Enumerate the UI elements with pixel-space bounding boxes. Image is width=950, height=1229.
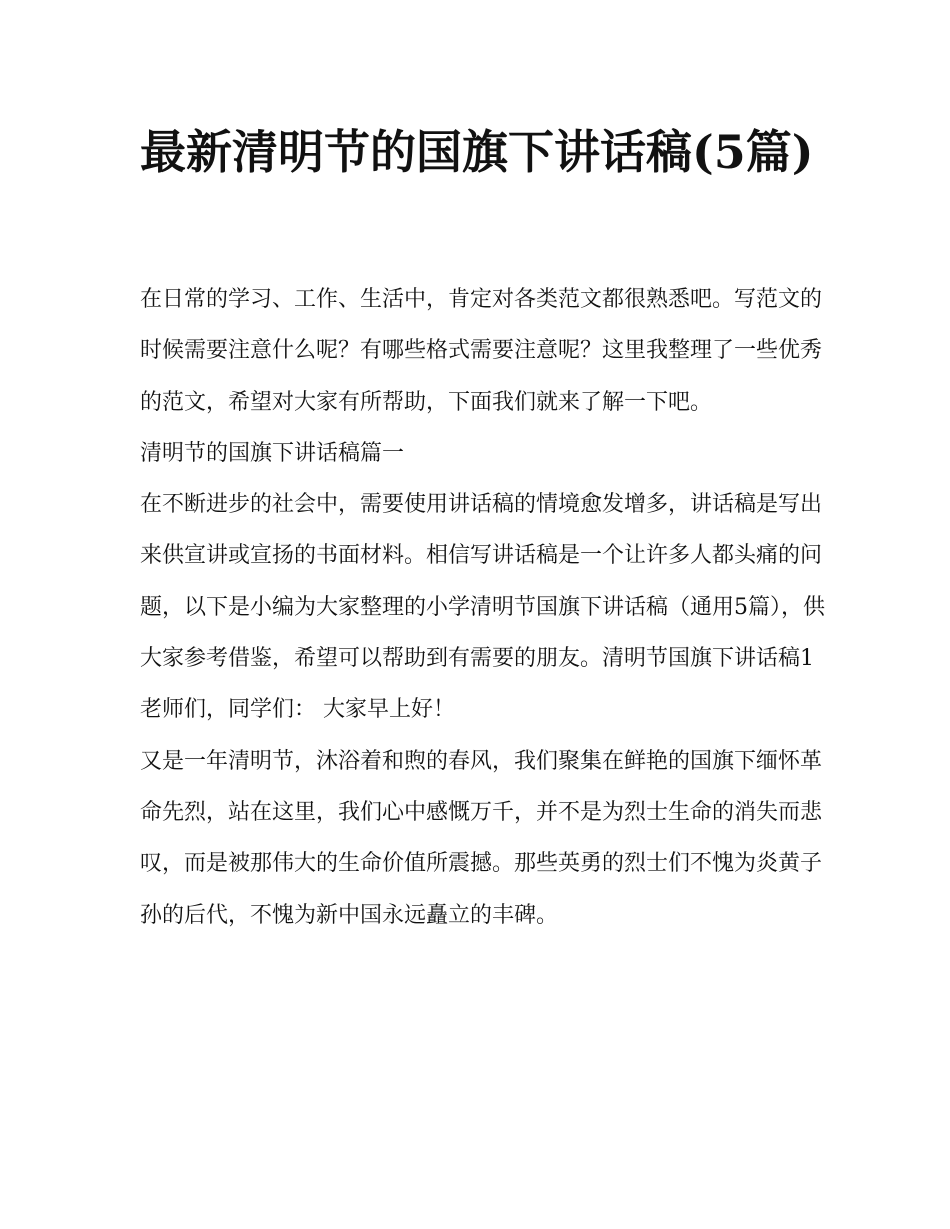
body-paragraph: 又是一年清明节，沐浴着和煦的春风，我们聚集在鲜艳的国旗下缅怀革命先烈，站在这里，我们心中感慨万千，并不是为烈士生命的消失而悲叹，而是被那伟大的生命价值所震撼。那些英勇的烈士们不愧为炎黄子孙的后代，不愧为新中国永远矗立的丰碑。 <box>140 748 823 928</box>
document-title: 最新清明节的国旗下讲话稿(5篇) <box>140 125 814 179</box>
document-body <box>140 274 830 941</box>
greeting-paragraph: 老师们，同学们： 大家早上好！ <box>140 697 455 723</box>
section-heading: 清明节的国旗下讲话稿篇一 <box>140 440 405 466</box>
intro-paragraph: 在日常的学习、工作、生活中，肯定对各类范文都很熟悉吧。写范文的时候需要注意什么呢？有哪些格式需要注意呢？这里我整理了一些优秀的范文，希望对大家有所帮助，下面我们就来了解一下吧。 <box>140 287 823 415</box>
body-paragraph: 在不断进步的社会中，需要使用讲话稿的情境愈发增多，讲话稿是写出来供宣讲或宣扬的书面材料。相信写讲话稿是一个让许多人都头痛的问题，以下是小编为大家整理的小学清明节国旗下讲话稿（通用5篇），供大家参考借鉴，希望可以帮助到有需要的朋友。清明节国旗下讲话稿1 <box>140 492 825 672</box>
